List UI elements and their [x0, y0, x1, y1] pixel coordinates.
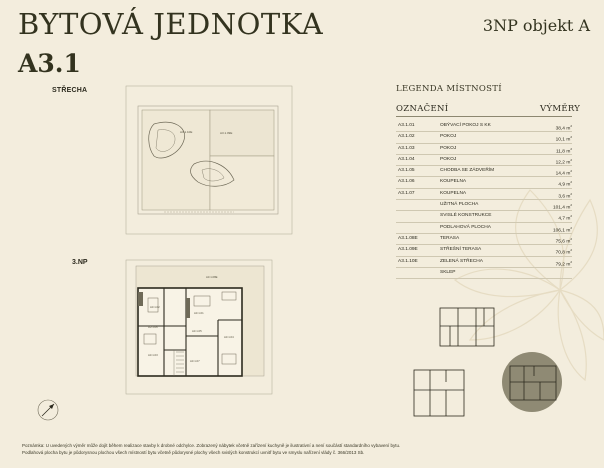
- legend-row: SVISLÉ KONSTRUKCE 4,7 $m^2$: [396, 211, 572, 222]
- roof-plan-label: STŘECHA: [52, 87, 88, 94]
- legend-col-code: OZNAČENÍ: [396, 104, 449, 114]
- legend-row: A3.1.08E TERASA 75,6 $m^2$: [398, 235, 572, 245]
- svg-text:A3.1.10E: A3.1.10E: [180, 130, 193, 134]
- svg-text:A3.1.05: A3.1.05: [192, 329, 202, 333]
- footnote: [22, 442, 602, 456]
- legend-row: A3.1.10E ZELENÁ STŘECHA 79,2 $m^2$: [398, 258, 572, 268]
- floor-plan-3np: [124, 258, 274, 396]
- legend-row: A3.1.04 POKOJ 12,2 $m^2$: [398, 156, 572, 166]
- legend-table: [396, 121, 572, 279]
- svg-text:A3.1.07: A3.1.07: [190, 359, 200, 363]
- key-plan: [406, 300, 576, 434]
- legend-row: A3.1.07 KOUPELNA 3,6 $m^2$: [398, 190, 572, 200]
- footnote-line-1: Poznámka: U uvedených výměr může dojít během realizace stavby k drobné odchylce. Zobrazený nábytek včetně zařízení kuchyně je ilustrativní a není součástí standardního vybavení bytu.: [22, 443, 401, 448]
- svg-text:A3.1.04: A3.1.04: [224, 335, 234, 339]
- legend-title: LEGENDA MÍSTNOSTÍ: [396, 84, 502, 94]
- svg-text:A3.1.06: A3.1.06: [148, 325, 158, 329]
- legend-row: A3.1.03 POKOJ 11,8 $m^2$: [398, 145, 572, 155]
- svg-text:A3.1.08E: A3.1.08E: [206, 275, 218, 279]
- legend-row: A3.1.01 OBÝVACÍ POKOJ S KK 38,4 $m^2$: [398, 123, 572, 132]
- svg-text:A3.1.09E: A3.1.09E: [220, 131, 233, 135]
- svg-text:A3.1.02: A3.1.02: [150, 305, 160, 309]
- legend-divider: [396, 116, 572, 117]
- svg-text:A3.1.03: A3.1.03: [148, 353, 158, 357]
- floor-plan-label: 3.NP: [72, 259, 88, 266]
- footnote-line-2: Podlahová plocha bytu je půdorysnou plochou všech místností bytu včetně půdorysné plochy všech svislých konstrukcí uvnitř bytu ve smyslu nařízení vlády č. 366/2013 Sb.: [22, 450, 365, 455]
- legend-row: A3.1.09E STŘEŠNÍ TERASA 70,8 $m^2$: [398, 247, 572, 256]
- unit-code: A3.1: [18, 49, 81, 78]
- legend-row: A3.1.02 POKOJ 10,1 $m^2$: [398, 134, 572, 143]
- legend-row: A3.1.05 CHODBA SE ZÁDVEŘÍM 14,4 $m^2$: [398, 168, 572, 177]
- legend-row: A3.1.06 KOUPELNA 4,9 $m^2$: [398, 179, 572, 189]
- svg-text:A3.1.01: A3.1.01: [194, 311, 204, 315]
- legend-row: SKLEP: [396, 268, 572, 279]
- legend-col-area: VÝMĚRY: [540, 104, 581, 114]
- north-arrow-icon: [36, 398, 60, 422]
- floor-label: 3NP objekt A: [482, 16, 590, 35]
- legend-row: UŽITNÁ PLOCHA 101,4 $m^2$: [396, 200, 572, 211]
- legend-row: PODLAHOVÁ PLOCHA 106,1 $m^2$: [396, 223, 572, 234]
- page-title: BYTOVÁ JEDNOTKA: [18, 7, 324, 41]
- roof-plan: [124, 84, 294, 236]
